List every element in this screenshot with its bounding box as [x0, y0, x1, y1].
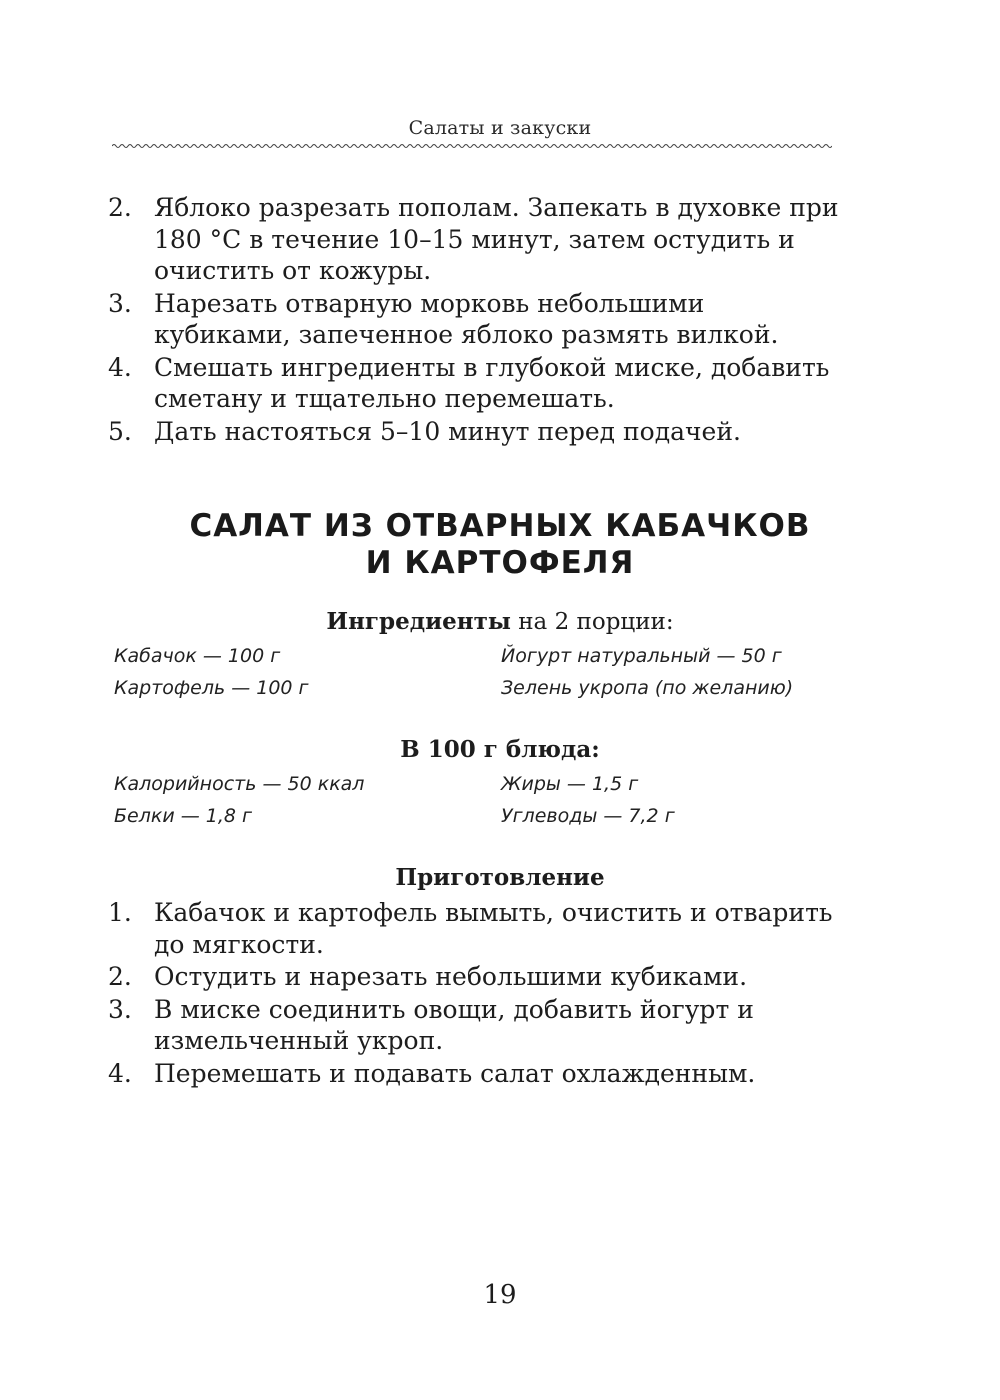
list-item [104, 288, 844, 351]
list-item [104, 961, 844, 993]
step-text: Яблоко разрезать пополам. Запекать в духовке при 180 °С в течение 10–15 минут, затем остудить и очистить от кожуры. [154, 193, 839, 285]
step-number: 4. [108, 1058, 132, 1088]
nutrition-item: Жиры — 1,5 г [501, 773, 639, 795]
step-text: Смешать ингредиенты в глубокой миске, добавить сметану и тщательно перемешать. [154, 352, 830, 413]
step-number: 5. [108, 416, 132, 446]
nutrition-item: Белки — 1,8 г [114, 805, 253, 827]
nutrition-item: Калорийность — 50 ккал [114, 773, 365, 795]
list-item [104, 897, 844, 960]
nutrition-heading [0, 736, 1000, 763]
step-text: Перемешать и подавать салат охлажденным. [154, 1058, 756, 1088]
list-item [104, 1058, 844, 1090]
preparation-label: Приготовление [395, 864, 605, 891]
nutrition-facts [114, 773, 888, 837]
running-header: Салаты и закуски [408, 117, 592, 139]
recipe-title-line-2: И КАРТОФЕЛЯ [365, 545, 635, 581]
step-text: Дать настояться 5–10 минут перед подачей. [154, 416, 741, 446]
nutrition-item: Углеводы — 7,2 г [501, 805, 675, 827]
preparation-steps [104, 897, 844, 1089]
step-number: 1. [108, 898, 132, 927]
nutrition-row [114, 773, 888, 805]
nutrition-row [114, 805, 888, 837]
ingredient-item: Картофель — 100 г [114, 677, 309, 699]
ingredients-label: Ингредиенты [326, 608, 511, 635]
ingredients-row [114, 677, 888, 709]
step-number: 3. [108, 994, 132, 1024]
list-item [104, 994, 844, 1057]
ingredients-heading [0, 608, 1000, 635]
ingredient-item: Зелень укропа (по желанию) [501, 677, 794, 699]
ingredient-item: Йогурт натуральный — 50 г [501, 645, 782, 667]
step-number: 3. [108, 288, 132, 318]
header-wavy-rule [112, 141, 832, 151]
step-number: 2. [108, 193, 132, 222]
ingredients-row [114, 645, 888, 677]
step-text: Остудить и нарезать небольшими кубиками. [154, 962, 748, 991]
step-text: Нарезать отварную морковь небольшими кубиками, запеченное яблоко размять вилкой. [154, 288, 779, 349]
ingredients-suffix: на 2 порции: [518, 609, 674, 635]
ingredient-item: Кабачок — 100 г [114, 645, 281, 667]
step-number: 2. [108, 962, 132, 991]
list-item [104, 192, 844, 287]
ingredients-list [114, 645, 888, 709]
step-text: Кабачок и картофель вымыть, очистить и отварить до мягкости. [154, 898, 833, 959]
nutrition-label: В 100 г блюда: [400, 736, 600, 763]
list-item [104, 352, 844, 415]
previous-recipe-steps [104, 192, 844, 447]
step-number: 4. [108, 352, 132, 382]
list-item [104, 416, 844, 448]
step-text: В миске соединить овощи, добавить йогурт и измельченный укроп. [154, 994, 754, 1055]
page-number: 19 [483, 1280, 517, 1310]
recipe-title [0, 508, 1000, 582]
recipe-title-line-1: САЛАТ ИЗ ОТВАРНЫХ КАБАЧКОВ [189, 508, 811, 544]
preparation-heading [0, 864, 1000, 891]
